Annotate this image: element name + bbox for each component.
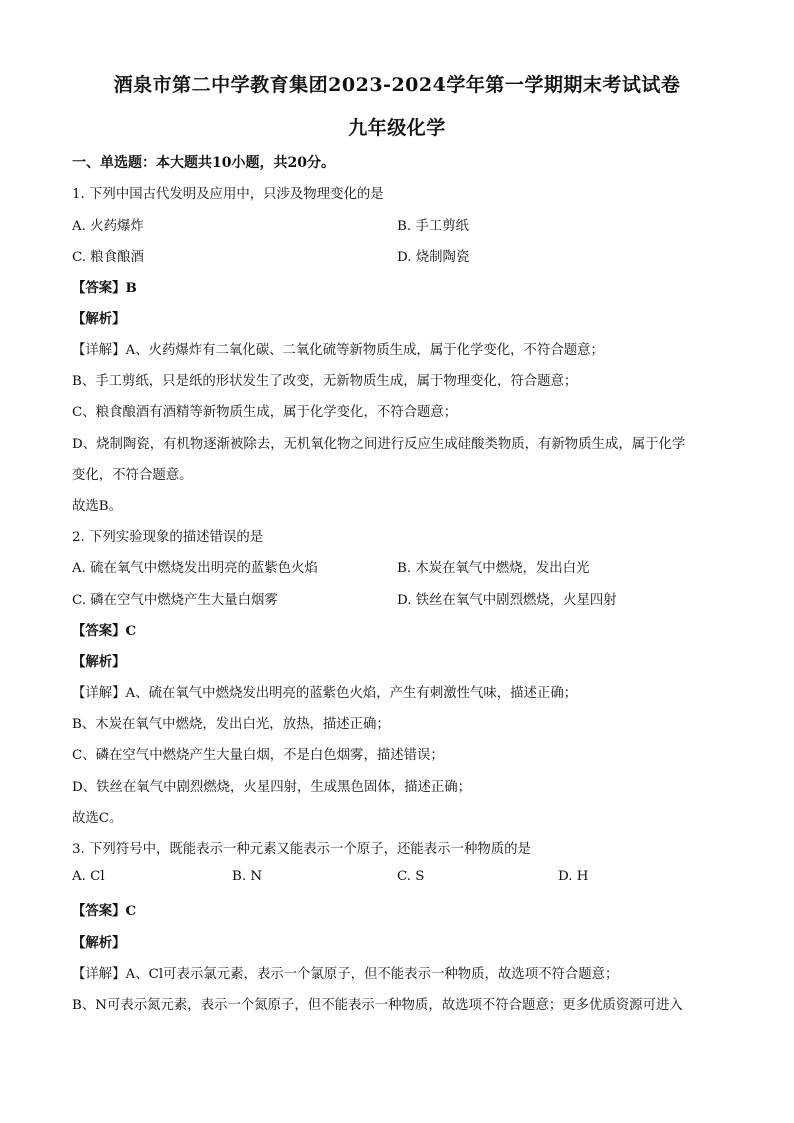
q3-stem: 3. 下列符号中，既能表示一种元素又能表示一个原子，还能表示一种物质的是 — [72, 842, 531, 857]
q1-option-a: A. 火药爆炸 — [72, 219, 144, 234]
document-title: 酒泉市第二中学教育集团2023-2024学年第一学期期末考试试卷 — [113, 74, 681, 96]
q2-detail-line: 【详解】A、硫在氧气中燃烧发出明亮的蓝紫色火焰，产生有刺激性气味，描述正确； — [72, 686, 578, 701]
q2-detail-line: D、铁丝在氧气中剧烈燃烧，火星四射，生成黑色固体，描述正确； — [72, 780, 472, 795]
q1-detail-line: C、粮食酿酒有酒精等新物质生成，属于化学变化，不符合题意； — [72, 405, 458, 420]
q1-detail-line: 变化，不符合题意。 — [72, 468, 193, 483]
q1-option-d: D. 烧制陶瓷 — [397, 250, 470, 265]
q3-option-c: C. S — [397, 869, 425, 884]
q2-option-c: C. 磷在空气中燃烧产生大量白烟雾 — [72, 593, 278, 608]
q2-stem: 2. 下列实验现象的描述错误的是 — [72, 530, 264, 545]
section-heading: 一、单选题：本大题共10小题，共20分。 — [72, 155, 335, 171]
q3-answer: 【答案】C — [72, 903, 137, 919]
q1-stem: 1. 下列中国古代发明及应用中，只涉及物理变化的是 — [72, 187, 384, 202]
q2-conclusion: 故选C。 — [72, 811, 123, 826]
q2-detail-line: B、木炭在氧气中燃烧，发出白光，放热，描述正确； — [72, 717, 390, 732]
document-subtitle: 九年级化学 — [348, 117, 446, 139]
q1-analysis: 【解析】 — [72, 311, 126, 327]
q1-conclusion: 故选B。 — [72, 499, 123, 514]
q1-answer: 【答案】B — [72, 280, 137, 296]
q1-option-b: B. 手工剪纸 — [397, 219, 469, 234]
q3-option-a: A. Cl — [72, 869, 105, 884]
q3-option-d: D. H — [558, 869, 589, 884]
q2-option-d: D. 铁丝在氧气中剧烈燃烧，火星四射 — [397, 593, 617, 608]
q1-detail-line: B、手工剪纸，只是纸的形状发生了改变，无新物质生成，属于物理变化，符合题意； — [72, 374, 578, 389]
q1-detail-line: 【详解】A、火药爆炸有二氧化碳、二氧化硫等新物质生成，属于化学变化，不符合题意； — [72, 343, 604, 358]
q3-detail-line: 【详解】A、Cl可表示氯元素，表示一个氯原子，但不能表示一种物质，故选项不符合题意； — [72, 967, 619, 982]
q3-option-b: B. N — [232, 869, 263, 884]
q2-option-b: B. 木炭在氧气中燃烧，发出白光 — [397, 561, 590, 576]
q2-answer: 【答案】C — [72, 623, 137, 639]
q3-analysis: 【解析】 — [72, 935, 126, 951]
q2-detail-line: C、磷在空气中燃烧产生大量白烟，不是白色烟雾，描述错误； — [72, 748, 444, 763]
q1-option-c: C. 粮食酿酒 — [72, 250, 144, 265]
q1-detail-line: D、烧制陶瓷，有机物逐渐被除去，无机氧化物之间进行反应生成硅酸类物质，有新物质生成，属于化学 — [72, 437, 686, 452]
q2-analysis: 【解析】 — [72, 654, 126, 670]
q2-option-a: A. 硫在氧气中燃烧发出明亮的蓝紫色火焰 — [72, 561, 318, 576]
q3-detail-line: B、N可表示氮元素，表示一个氮原子，但不能表示一种物质，故选项不符合题意；更多优质资源可进入 — [72, 998, 683, 1013]
